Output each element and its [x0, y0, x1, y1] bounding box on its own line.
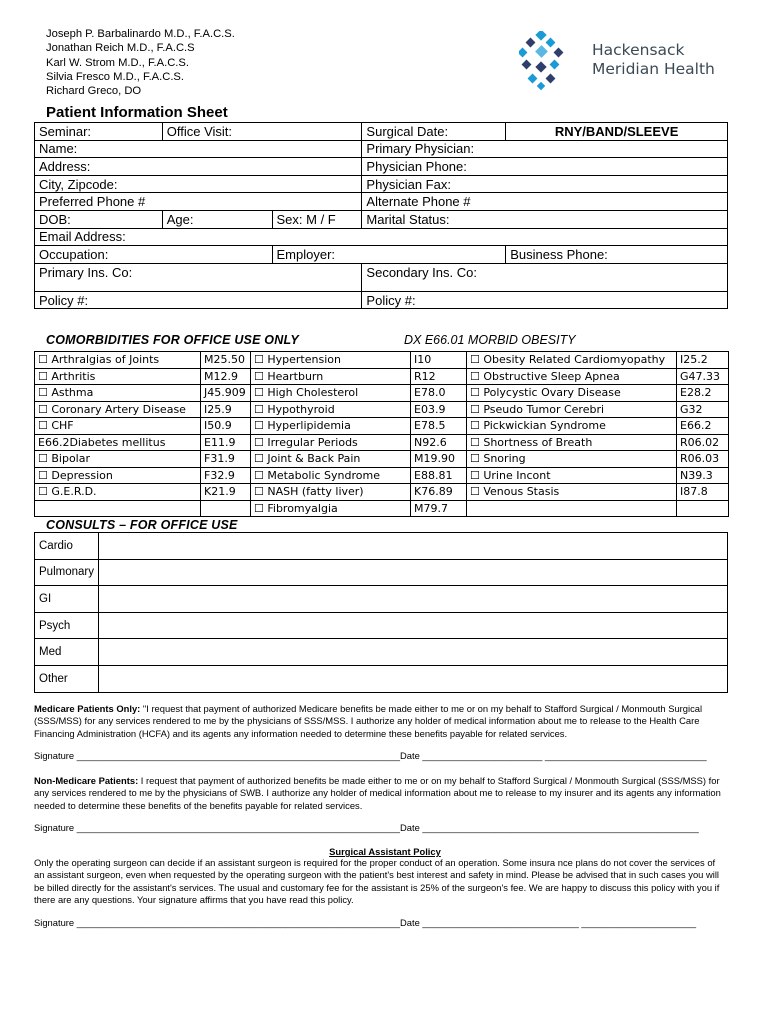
consults-heading: CONSULTS – FOR OFFICE USE: [46, 518, 238, 532]
comorbidity-right[interactable]: ☐ Venous Stasis: [467, 484, 677, 501]
icd-code-middle: N92.6: [411, 434, 467, 451]
secondary-insurance-field[interactable]: Secondary Ins. Co:: [362, 263, 728, 291]
consult-label: Pulmonary: [35, 559, 99, 586]
signature-line-3[interactable]: Signature ______________________________________________________________Date ______________________________ ______________________: [34, 917, 697, 928]
non-medicare-statement: [34, 775, 728, 812]
icd-code-right: I25.2: [677, 352, 729, 369]
comorbidity-left: [35, 500, 201, 517]
comorbidity-right[interactable]: ☐ Pseudo Tumor Cerebri: [467, 401, 677, 418]
comorbidity-row: [35, 434, 729, 451]
signature-line-1[interactable]: Signature ______________________________________________________________Date _______________________ _______________________________: [34, 750, 707, 761]
consult-label: Cardio: [35, 533, 99, 560]
comorbidity-middle[interactable]: ☐ Joint & Back Pain: [251, 451, 411, 468]
icd-code-right: R06.02: [677, 434, 729, 451]
seminar-field[interactable]: Seminar:: [35, 123, 163, 141]
comorbidity-right: [467, 500, 677, 517]
icd-code-right: I87.8: [677, 484, 729, 501]
comorbidity-left[interactable]: ☐ Arthralgias of Joints: [35, 352, 201, 369]
comorbidity-middle[interactable]: ☐ NASH (fatty liver): [251, 484, 411, 501]
icd-code-left: [201, 500, 251, 517]
icd-code-left: J45.909: [201, 385, 251, 402]
icd-code-middle: M79.7: [411, 500, 467, 517]
icd-code-left: F31.9: [201, 451, 251, 468]
logo-wordmark: [592, 41, 715, 79]
consult-notes-field[interactable]: [99, 559, 728, 586]
comorbidities-table: [34, 351, 729, 517]
consult-notes-field[interactable]: [99, 612, 728, 639]
icd-code-left: F32.9: [201, 467, 251, 484]
icd-code-left: K21.9: [201, 484, 251, 501]
icd-code-middle: E78.0: [411, 385, 467, 402]
sex-field[interactable]: Sex: M / F: [272, 210, 362, 228]
consult-notes-field[interactable]: [99, 533, 728, 560]
icd-code-right: G32: [677, 401, 729, 418]
icd-code-right: E28.2: [677, 385, 729, 402]
comorbidity-row: [35, 352, 729, 369]
consult-notes-field[interactable]: [99, 586, 728, 613]
physician-name: Silvia Fresco M.D., F.A.C.S.: [46, 70, 185, 83]
icd-code-right: R06.03: [677, 451, 729, 468]
comorbidity-row: [35, 467, 729, 484]
physician-name: Karl W. Strom M.D., F.A.C.S.: [46, 56, 189, 69]
icd-code-left: M25.50: [201, 352, 251, 369]
physician-name: Richard Greco, DO: [46, 85, 142, 98]
comorbidity-middle[interactable]: ☐ High Cholesterol: [251, 385, 411, 402]
city-zipcode-field[interactable]: City, Zipcode:: [35, 175, 362, 193]
marital-status-field[interactable]: Marital Status:: [362, 210, 728, 228]
icd-code-middle: E88.81: [411, 467, 467, 484]
comorbidity-right[interactable]: ☐ Urine Incont: [467, 467, 677, 484]
icd-code-left: M12.9: [201, 368, 251, 385]
comorbidity-middle[interactable]: ☐ Fibromyalgia: [251, 500, 411, 517]
comorbidity-left[interactable]: ☐ Depression: [35, 467, 201, 484]
policy-text: Only the operating surgeon can decide if an assistant surgeon is required for the proper conduct of an operation. Some insura nce plans do not cover the services of an assistant surgeon, even when requested by the operating surgeon with the patient's best interest and safety in mind. Please be advised that in such cases you will be billed directly for the assistant's services. The usual and customary fee for the assistant is 25% of the surgeon's fee. We are happy to discuss this policy with you if there are any questions. Your signature affirms that you have read this policy.: [34, 857, 720, 905]
physician-name: Joseph P. Barbalinardo M.D., F.A.C.S.: [46, 28, 235, 40]
secondary-policy-number-field[interactable]: Policy #:: [362, 291, 728, 309]
icd-code-right: [677, 500, 729, 517]
comorbidity-right[interactable]: ☐ Snoring: [467, 451, 677, 468]
icd-code-right: N39.3: [677, 467, 729, 484]
occupation-field[interactable]: Occupation:: [35, 246, 273, 264]
icd-code-right: E66.2: [677, 418, 729, 435]
comorbidity-left: E66.2Diabetes mellitus: [35, 434, 201, 451]
consult-notes-field[interactable]: [99, 665, 728, 692]
consult-label: Other: [35, 665, 99, 692]
comorbidity-right[interactable]: ☐ Obesity Related Cardiomyopathy: [467, 352, 677, 369]
consults-table: [34, 532, 728, 693]
comorbidity-row: [35, 368, 729, 385]
comorbidity-row: [35, 484, 729, 501]
icd-code-middle: E03.9: [411, 401, 467, 418]
comorbidity-middle[interactable]: ☐ Hypothyroid: [251, 401, 411, 418]
comorbidity-left[interactable]: ☐ Asthma: [35, 385, 201, 402]
preferred-phone-field[interactable]: Preferred Phone #: [35, 193, 362, 211]
comorbidity-left[interactable]: ☐ CHF: [35, 418, 201, 435]
icd-code-left: I25.9: [201, 401, 251, 418]
logo-line-2: Meridian Health: [592, 60, 715, 78]
policy-number-field[interactable]: Policy #:: [35, 291, 362, 309]
icd-code-left: E11.9: [201, 434, 251, 451]
icd-code-right: G47.33: [677, 368, 729, 385]
comorbidities-heading: COMORBIDITIES FOR OFFICE USE ONLY: [46, 333, 299, 347]
icd-code-middle: E78.5: [411, 418, 467, 435]
name-field[interactable]: Name:: [35, 140, 362, 158]
medicare-statement: [34, 703, 728, 740]
email-field[interactable]: Email Address:: [35, 228, 728, 246]
comorbidity-row: [35, 418, 729, 435]
comorbidity-middle[interactable]: ☐ Irregular Periods: [251, 434, 411, 451]
employer-field[interactable]: Employer:: [272, 246, 506, 264]
comorbidity-left[interactable]: ☐ Bipolar: [35, 451, 201, 468]
physician-phone-field[interactable]: Physician Phone:: [362, 158, 728, 176]
primary-physician-field[interactable]: Primary Physician:: [362, 140, 728, 158]
non-medicare-text: I request that payment of authorized benefits be made either to me or on my behalf to Stafford Surgical / Monmouth Surgical (SSS/MSS) for any services rendered to me by the physicians of SWB. I authorize any holder of medical information about me to release to my insurer and its agents any information needed to determine these benefits of the benefits payable for related services.: [34, 775, 721, 811]
consult-notes-field[interactable]: [99, 639, 728, 666]
primary-insurance-field[interactable]: Primary Ins. Co:: [35, 263, 362, 291]
dob-field[interactable]: DOB:: [35, 210, 163, 228]
comorbidity-middle[interactable]: ☐ Hypertension: [251, 352, 411, 369]
medicare-text: "I request that payment of authorized Medicare benefits be made either to me or on my behalf to Stafford Surgical / Monmouth Surgical (SSS/MSS) for any services rendered to me by the physicians of SSS/MSS. I authorize any holder of medical information about me to release to the Health Care Financing Administration (HCFA) and its agents any information needed to determine these benefits payable for related services.: [34, 703, 703, 739]
comorbidity-middle[interactable]: ☐ Heartburn: [251, 368, 411, 385]
physician-list: [46, 27, 235, 98]
office-visit-field[interactable]: Office Visit:: [162, 123, 362, 141]
consult-label: Med: [35, 639, 99, 666]
comorbidity-row: [35, 401, 729, 418]
consult-label: Psych: [35, 612, 99, 639]
physician-fax-field[interactable]: Physician Fax:: [362, 175, 728, 193]
icd-code-middle: R12: [411, 368, 467, 385]
surgical-date-field[interactable]: Surgical Date:: [362, 123, 506, 141]
comorbidity-middle[interactable]: ☐ Hyperlipidemia: [251, 418, 411, 435]
signature-line-2[interactable]: Signature ______________________________________________________________Date _____________________________________________________: [34, 822, 699, 833]
comorbidity-left[interactable]: ☐ G.E.R.D.: [35, 484, 201, 501]
medicare-label: Medicare Patients Only:: [34, 703, 141, 714]
business-phone-field[interactable]: Business Phone:: [506, 246, 728, 264]
comorbidity-right[interactable]: ☐ Polycystic Ovary Disease: [467, 385, 677, 402]
consult-label: GI: [35, 586, 99, 613]
icd-code-middle: I10: [411, 352, 467, 369]
policy-title: Surgical Assistant Policy: [329, 846, 441, 857]
icd-code-left: I50.9: [201, 418, 251, 435]
age-field[interactable]: Age:: [162, 210, 272, 228]
dx-heading: DX E66.01 MORBID OBESITY: [404, 333, 576, 347]
comorbidity-right[interactable]: ☐ Obstructive Sleep Apnea: [467, 368, 677, 385]
icd-code-middle: M19.90: [411, 451, 467, 468]
comorbidity-middle[interactable]: ☐ Metabolic Syndrome: [251, 467, 411, 484]
comorbidity-left[interactable]: ☐ Coronary Artery Disease: [35, 401, 201, 418]
logo-line-1: Hackensack: [592, 41, 685, 59]
address-field[interactable]: Address:: [35, 158, 362, 176]
comorbidity-right[interactable]: ☐ Shortness of Breath: [467, 434, 677, 451]
comorbidity-left[interactable]: ☐ Arthritis: [35, 368, 201, 385]
procedure-type: RNY/BAND/SLEEVE: [506, 123, 728, 141]
non-medicare-label: Non-Medicare Patients:: [34, 775, 139, 786]
page-title: Patient Information Sheet: [46, 104, 228, 121]
comorbidity-row: [35, 500, 729, 517]
icd-code-middle: K76.89: [411, 484, 467, 501]
comorbidity-right[interactable]: ☐ Pickwickian Syndrome: [467, 418, 677, 435]
physician-name: Jonathan Reich M.D., F.A.C.S: [46, 42, 195, 55]
patient-info-table: [34, 122, 728, 309]
comorbidity-row: [35, 451, 729, 468]
alternate-phone-field[interactable]: Alternate Phone #: [362, 193, 728, 211]
comorbidity-row: [35, 385, 729, 402]
